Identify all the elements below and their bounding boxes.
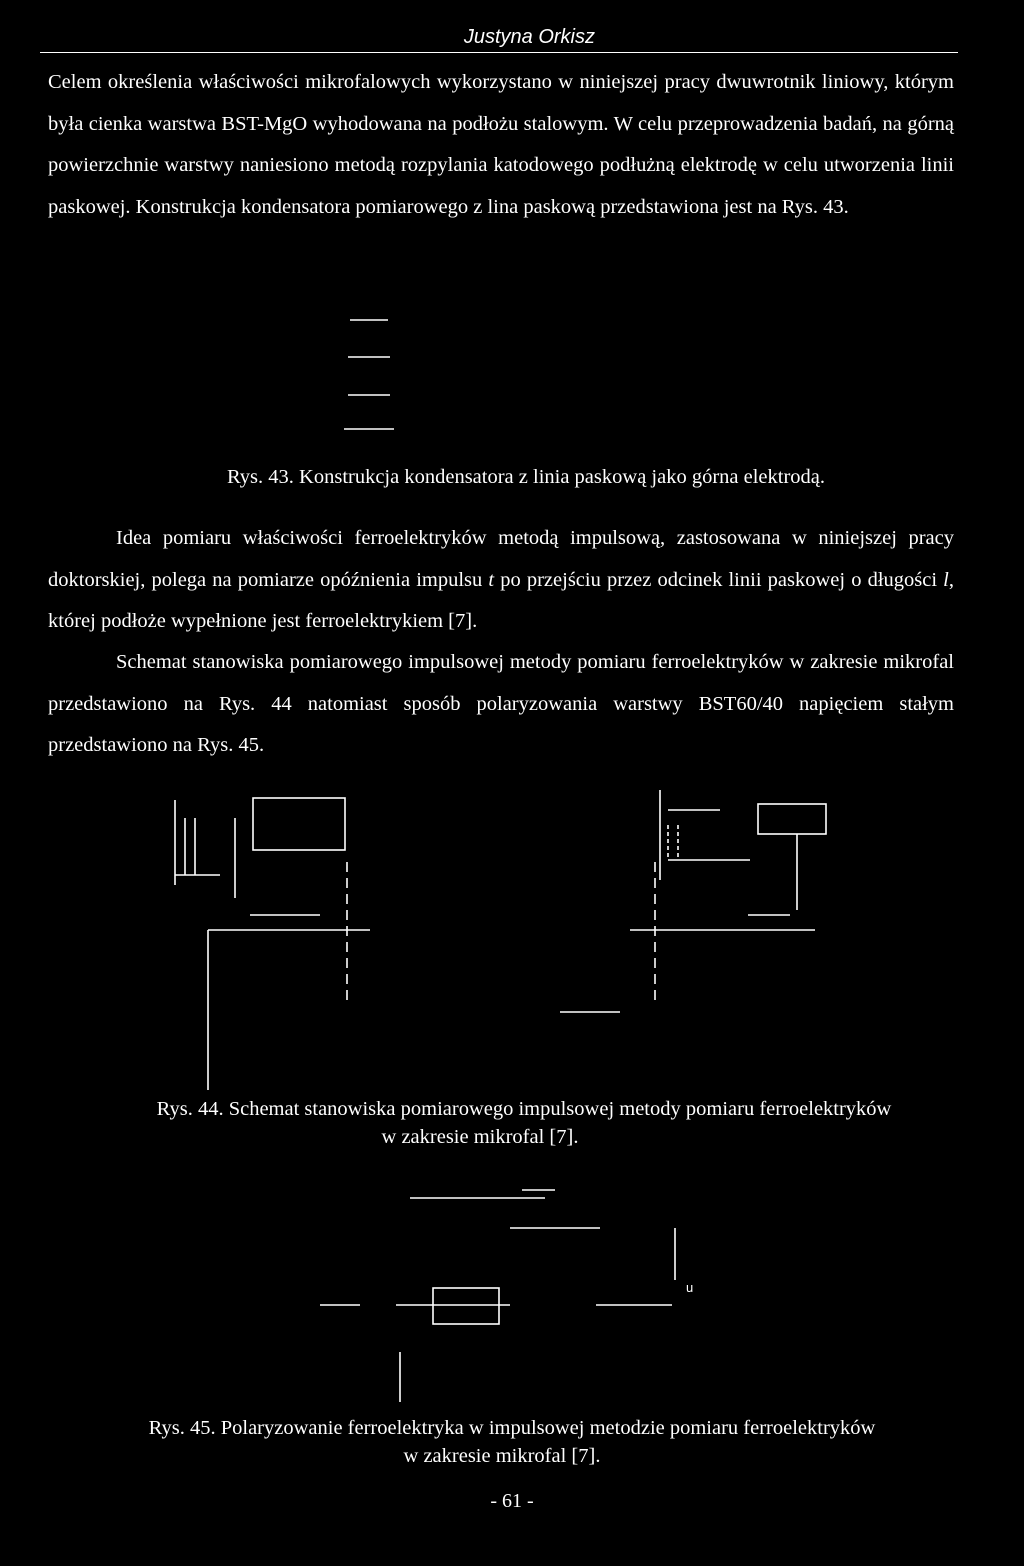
figure-43-caption: Rys. 43. Konstrukcja kondensatora z linia paskową jako górna elektrodą. xyxy=(226,466,826,488)
figure-44-caption-line-2: w zakresie mikrofal [7]. xyxy=(381,1126,579,1148)
figure-44-caption-line-1: Rys. 44. Schemat stanowiska pomiarowego impulsowej metody pomiaru ferroelektryków xyxy=(156,1098,892,1120)
page-number: - 61 - xyxy=(490,1490,534,1512)
paragraph-3: Schemat stanowiska pomiarowego impulsowej metody pomiaru ferroelektryków w zakresie mikrofal przedstawiono na Rys. 44 natomiast sposób polaryzowania warstwy BST60/40 napięciem stałym przedstawiono na Rys. 45. xyxy=(48,651,954,756)
figure-45-caption-line-1: Rys. 45. Polaryzowanie ferroelektryka w impulsowej metodzie pomiaru ferroelektryków xyxy=(148,1417,876,1439)
author-name: Justyna Orkisz xyxy=(463,26,595,48)
paragraph-2: Idea pomiaru właściwości ferroelektryków metodą impulsową, zastosowana w niniejszej pracy doktorskiej, polega na pomiarze opóźnienia impulsu t po przejściu przez odcinek linii paskowej o długości l, której podłoże wypełnione jest ferroelektrykiem [7]. xyxy=(48,527,954,632)
figure-44-diagram xyxy=(160,780,840,1090)
figure-45-caption-line-2: w zakresie mikrofal [7]. xyxy=(403,1445,601,1467)
voltage-u-label: u xyxy=(686,1280,694,1295)
header-rule xyxy=(40,52,958,53)
paragraph-1: Celem określenia właściwości mikrofalowych wykorzystano w niniejszej pracy dwuwrotnik liniowy, którym była cienka warstwa BST-MgO wyhodowana na podłożu stalowym. W celu przeprowadzenia badań, na górną powierzchnie warstwy naniesiono metodą rozpylania katodowego podłużną elektrodę w celu utworzenia linii paskowej. Konstrukcja kondensatora pomiarowego z lina paskową przedstawiona jest na Rys. 43. xyxy=(48,71,954,218)
figure-43-diagram xyxy=(330,305,410,445)
running-header xyxy=(40,26,980,49)
figure-45-diagram xyxy=(300,1180,720,1410)
